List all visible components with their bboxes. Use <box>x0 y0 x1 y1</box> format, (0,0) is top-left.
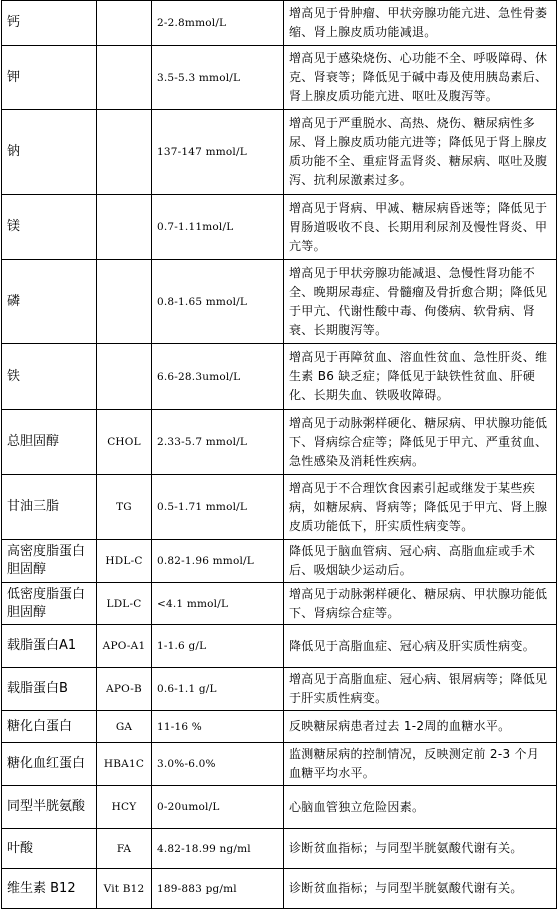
reference-range: 11-16 % <box>152 711 284 743</box>
test-abbreviation <box>97 1 152 46</box>
test-abbreviation: HBA1C <box>97 743 152 786</box>
reference-range: 0.8-1.65 mmol/L <box>152 260 284 344</box>
test-name: 钙 <box>2 1 97 46</box>
table-row <box>2 869 557 909</box>
table-row <box>2 625 557 668</box>
test-abbreviation <box>97 110 152 195</box>
test-name: 钾 <box>2 46 97 110</box>
table-row <box>2 260 557 344</box>
test-name: 糖化白蛋白 <box>2 711 97 743</box>
clinical-significance: 心脑血管独立危险因素。 <box>284 786 557 829</box>
clinical-significance: 监测糖尿病的控制情况，反映测定前 2-3 个月血糖平均水平。 <box>284 743 557 786</box>
test-name: 同型半胱氨酸 <box>2 786 97 829</box>
clinical-significance: 增高见于感染烧伤、心功能不全、呼吸障碍、休克、肾衰等；降低见于碱中毒及使用胰岛素后、肾上腺皮质功能亢进、呕吐及腹泻等。 <box>284 46 557 110</box>
table-row <box>2 743 557 786</box>
reference-range: 6.6-28.3umol/L <box>152 344 284 410</box>
clinical-significance: 增高见于甲状旁腺功能减退、急慢性肾功能不全、晚期尿毒症、骨髓瘤及骨折愈合期；降低见于甲亢、代谢性酸中毒、佝偻病、软骨病、肾衰、长期腹泻等。 <box>284 260 557 344</box>
reference-range: 3.5-5.3 mmol/L <box>152 46 284 110</box>
test-abbreviation: HDL-C <box>97 540 152 583</box>
test-abbreviation <box>97 46 152 110</box>
clinical-significance: 降低见于高脂血症、冠心病及肝实质性病变。 <box>284 625 557 668</box>
test-name: 高密度脂蛋白胆固醇 <box>2 540 97 583</box>
test-abbreviation: TG <box>97 475 152 540</box>
table-row <box>2 711 557 743</box>
table-row <box>2 46 557 110</box>
test-abbreviation: GA <box>97 711 152 743</box>
test-abbreviation <box>97 344 152 410</box>
reference-range: 0.5-1.71 mmol/L <box>152 475 284 540</box>
reference-range: 2-2.8mmol/L <box>152 1 284 46</box>
table-row <box>2 1 557 46</box>
test-name: 维生素 B12 <box>2 869 97 909</box>
reference-range: 2.33-5.7 mmol/L <box>152 410 284 475</box>
clinical-significance: 反映糖尿病患者过去 1-2周的血糖水平。 <box>284 711 557 743</box>
reference-range: 0.6-1.1 g/L <box>152 668 284 711</box>
test-abbreviation: Vit B12 <box>97 869 152 909</box>
reference-range: 137-147 mmol/L <box>152 110 284 195</box>
table-row <box>2 668 557 711</box>
test-name: 低密度脂蛋白胆固醇 <box>2 583 97 625</box>
table-row <box>2 410 557 475</box>
reference-range: <4.1 mmol/L <box>152 583 284 625</box>
clinical-significance: 诊断贫血指标；与同型半胱氨酸代谢有关。 <box>284 829 557 869</box>
reference-range: 189-883 pg/ml <box>152 869 284 909</box>
test-name: 载脂蛋白B <box>2 668 97 711</box>
clinical-significance: 增高见于骨肿瘤、甲状旁腺功能亢进、急性骨萎缩、肾上腺皮质功能减退。 <box>284 1 557 46</box>
reference-range: 3.0%-6.0% <box>152 743 284 786</box>
test-name: 磷 <box>2 260 97 344</box>
table-row <box>2 110 557 195</box>
test-name: 钠 <box>2 110 97 195</box>
reference-range: 0.7-1.11mol/L <box>152 195 284 260</box>
table-row <box>2 540 557 583</box>
test-abbreviation: HCY <box>97 786 152 829</box>
reference-range: 0-20umol/L <box>152 786 284 829</box>
test-name: 铁 <box>2 344 97 410</box>
test-name: 载脂蛋白A1 <box>2 625 97 668</box>
test-name: 镁 <box>2 195 97 260</box>
clinical-significance: 增高见于再障贫血、溶血性贫血、急性肝炎、维生素 B6 缺乏症；降低见于缺铁性贫血、肝硬化、长期失血、铁吸收障碍。 <box>284 344 557 410</box>
clinical-significance: 增高见于高脂血症、冠心病、银屑病等；降低见于肝实质性病变。 <box>284 668 557 711</box>
clinical-significance: 增高见于动脉粥样硬化、糖尿病、甲状腺功能低下、肾病综合症等；降低见于甲亢、严重贫血、急性感染及消耗性疾病。 <box>284 410 557 475</box>
test-name: 总胆固醇 <box>2 410 97 475</box>
test-abbreviation: LDL-C <box>97 583 152 625</box>
test-abbreviation: CHOL <box>97 410 152 475</box>
clinical-significance: 诊断贫血指标；与同型半胱氨酸代谢有关。 <box>284 869 557 909</box>
table-row <box>2 829 557 869</box>
test-abbreviation: APO-A1 <box>97 625 152 668</box>
clinical-significance: 增高见于严重脱水、高热、烧伤、糖尿病性多尿、肾上腺皮质功能亢进等；降低见于肾上腺皮质功能不全、重症肾盂肾炎、糖尿病、呕吐及腹泻、抗利尿激素过多。 <box>284 110 557 195</box>
lab-reference-table <box>1 0 557 909</box>
test-name: 甘油三脂 <box>2 475 97 540</box>
table-row <box>2 583 557 625</box>
reference-range: 1-1.6 g/L <box>152 625 284 668</box>
test-name: 糖化血红蛋白 <box>2 743 97 786</box>
reference-range: 4.82-18.99 ng/ml <box>152 829 284 869</box>
table-row <box>2 786 557 829</box>
clinical-significance: 增高见于不合理饮食因素引起或继发于某些疾病，如糖尿病、肾病等；降低见于甲亢、肾上腺皮质功能低下，肝实质性病变等。 <box>284 475 557 540</box>
clinical-significance: 增高见于肾病、甲减、糖尿病昏迷等；降低见于胃肠道吸收不良、长期用利尿剂及慢性肾炎、甲亢等。 <box>284 195 557 260</box>
test-abbreviation: APO-B <box>97 668 152 711</box>
test-abbreviation <box>97 195 152 260</box>
test-abbreviation: FA <box>97 829 152 869</box>
table-row <box>2 195 557 260</box>
reference-range: 0.82-1.96 mmol/L <box>152 540 284 583</box>
test-name: 叶酸 <box>2 829 97 869</box>
test-abbreviation <box>97 260 152 344</box>
clinical-significance: 降低见于脑血管病、冠心病、高脂血症或手术后、吸烟缺少运动后。 <box>284 540 557 583</box>
table-row <box>2 344 557 410</box>
clinical-significance: 增高见于动脉粥样硬化、糖尿病、甲状腺功能低下、肾病综合症等。 <box>284 583 557 625</box>
table-row <box>2 475 557 540</box>
